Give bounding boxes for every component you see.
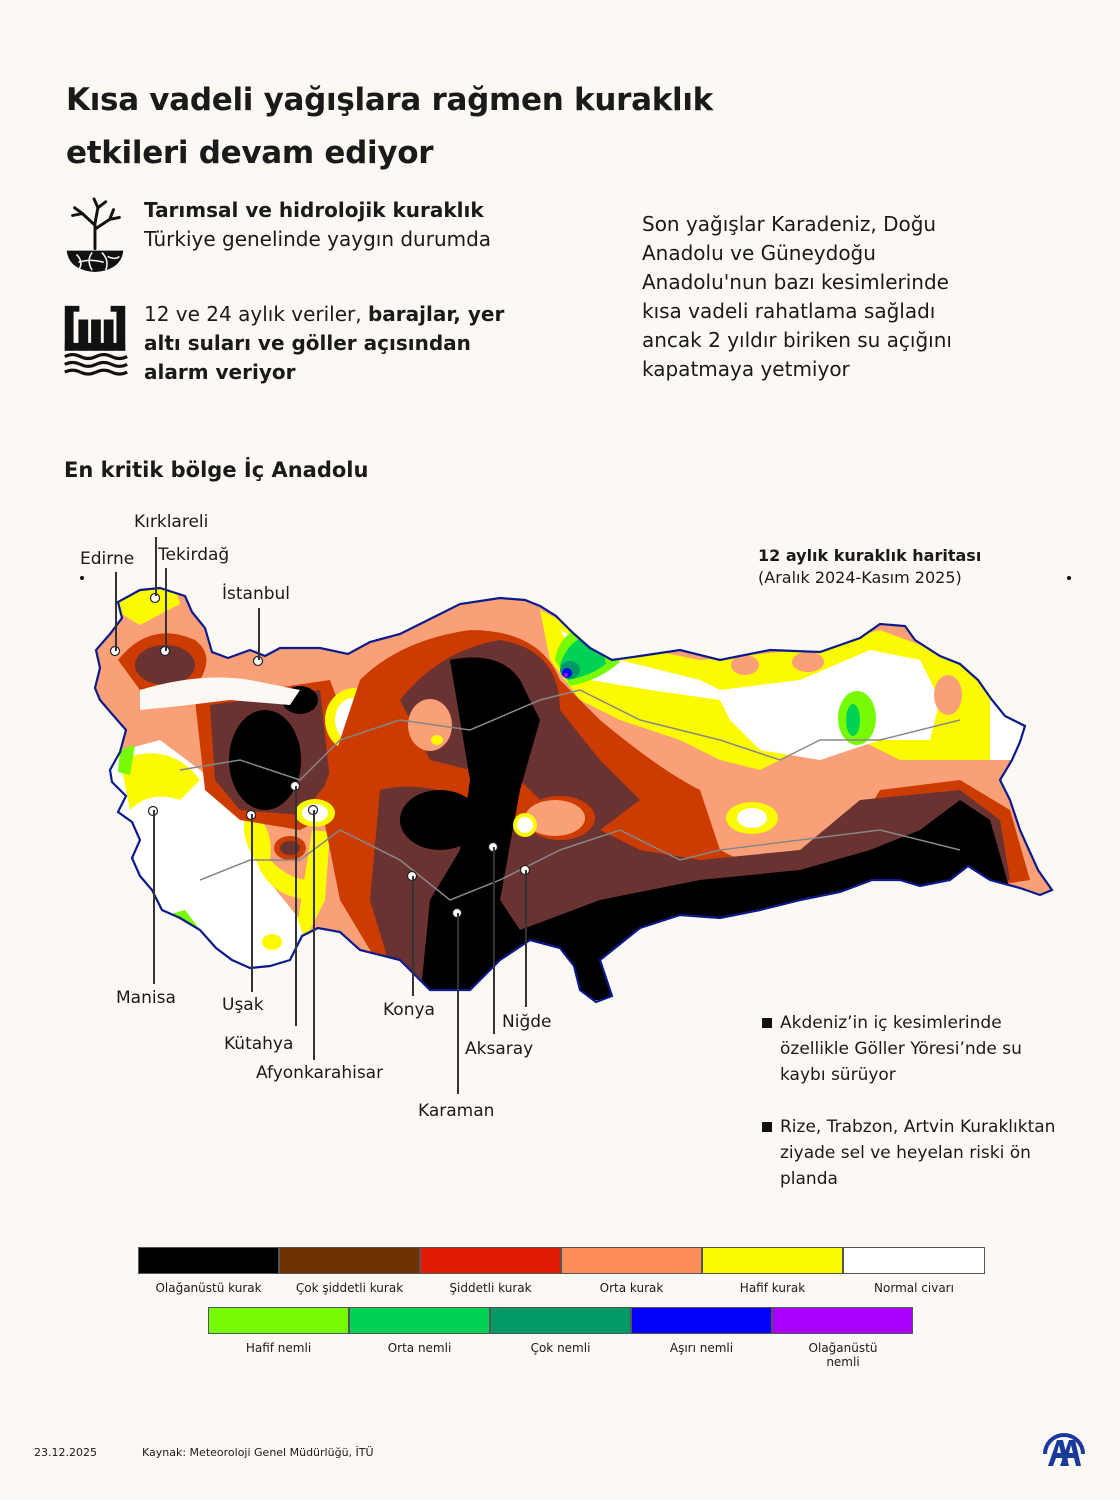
callout-leader-line — [313, 810, 315, 1060]
callout-label: Kırklareli — [134, 512, 209, 532]
legend-label: Olağanüstü kurak — [155, 1281, 262, 1295]
callout-leader-line — [153, 810, 155, 984]
callout-label: Edirne — [80, 549, 135, 569]
callout-leader-line — [493, 847, 495, 1034]
section-title: En kritik bölge İç Anadolu — [64, 458, 369, 482]
callout-leader-line — [295, 786, 297, 1026]
title-line-2: etkileri devam ediyor — [66, 135, 434, 171]
legend-wet — [208, 1307, 913, 1369]
legend-label: Çok şiddetli kurak — [295, 1281, 404, 1295]
callout-leader-line — [155, 537, 157, 596]
callout-label: Karaman — [418, 1101, 495, 1121]
callout-leader-line — [258, 608, 260, 660]
legend-swatch-exceptional-wet — [772, 1307, 913, 1369]
callout-label: Uşak — [222, 995, 264, 1015]
summary-line: ancak 2 yıldır biriken su açığını — [642, 328, 952, 352]
summary-line: Son yağışlar Karadeniz, Doğu — [642, 212, 937, 236]
legend-swatch-moderate-dry — [561, 1247, 702, 1295]
note-text: Rize, Trabzon, Artvin Kuraklıktan ziyade sel ve heyelan riski ön planda — [780, 1117, 1056, 1189]
legend-dry — [138, 1247, 985, 1295]
callout-leader-line — [412, 876, 414, 996]
legend-swatch-very-severe-dry — [279, 1247, 420, 1295]
callout-leader-line — [525, 870, 527, 1007]
map-caption-period: (Aralık 2024-Kasım 2025) — [758, 568, 962, 587]
legend-label: Normal civarı — [874, 1281, 954, 1295]
aa-logo-icon — [1041, 1424, 1087, 1468]
callout-leader-line — [115, 572, 117, 651]
note-item — [762, 1010, 1062, 1088]
callout-label: Tekirdağ — [158, 545, 230, 565]
callout-leader-line — [251, 814, 253, 992]
legend-swatch-mild-wet — [208, 1307, 349, 1355]
info-pre-reservoirs: 12 ve 24 aylık veriler, — [144, 302, 368, 326]
legend-swatch-moderate-wet — [349, 1307, 490, 1355]
legend-label: Şiddetli kurak — [449, 1281, 532, 1295]
callout-label: İstanbul — [222, 584, 291, 604]
legend-label: Olağanüstü nemli — [808, 1341, 878, 1369]
callout-label: Afyonkarahisar — [256, 1063, 384, 1083]
summary-line: kapatmaya yetmiyor — [642, 357, 850, 381]
summary-line: Anadolu'nun bazı kesimlerinde — [642, 270, 949, 294]
legend-swatch-extreme-dry — [138, 1247, 279, 1295]
bullet-square-icon — [762, 1018, 772, 1028]
legend-swatch-mild-dry — [702, 1247, 843, 1295]
legend-label: Aşırı nemli — [669, 1341, 734, 1355]
legend-swatch-extreme-wet — [631, 1307, 772, 1355]
info-bold-drought: Tarımsal ve hidrolojik kuraklık — [144, 198, 484, 222]
legend-label: Çok nemli — [530, 1341, 591, 1355]
map-caption — [758, 545, 981, 589]
note-text: Akdeniz’in iç kesimlerinde özellikle Göller Yöresi’nde su kaybı sürüyor — [780, 1013, 1022, 1085]
footer-source: Kaynak: Meteoroloji Genel Müdürlüğü, İTÜ — [142, 1446, 374, 1459]
notes-list — [762, 1010, 1062, 1218]
callout-label: Niğde — [502, 1012, 552, 1032]
callout-label: Aksaray — [465, 1039, 534, 1059]
legend-swatch-severe-dry — [420, 1247, 561, 1295]
legend-label: Hafif kurak — [739, 1281, 806, 1295]
callout-leader-line — [457, 913, 459, 1094]
legend-swatch-normal — [843, 1247, 985, 1295]
info-body-drought: Türkiye genelinde yaygın durumda — [144, 227, 492, 251]
legend-label: Hafif nemli — [245, 1341, 312, 1355]
note-item — [762, 1114, 1062, 1192]
info-bold-reservoirs: barajlar, yer altı suları ve göller açısından alarm veriyor — [144, 302, 505, 384]
callout-label: Kütahya — [224, 1034, 294, 1054]
footer-date: 23.12.2025 — [34, 1446, 97, 1459]
legend-swatch-very-wet — [490, 1307, 631, 1355]
title-line-1: Kısa vadeli yağışlara rağmen kuraklık — [66, 82, 713, 118]
bullet-square-icon — [762, 1122, 772, 1132]
callout-leader-line — [165, 568, 167, 651]
summary-line: kısa vadeli rahatlama sağladı — [642, 299, 936, 323]
legend-label: Orta kurak — [599, 1281, 664, 1295]
summary-line: Anadolu ve Güneydoğu — [642, 241, 876, 265]
legend-label: Orta nemli — [387, 1341, 452, 1355]
callout-label: Konya — [383, 1000, 435, 1020]
callout-label: Manisa — [116, 988, 176, 1008]
map-caption-title: 12 aylık kuraklık haritası — [758, 546, 982, 565]
